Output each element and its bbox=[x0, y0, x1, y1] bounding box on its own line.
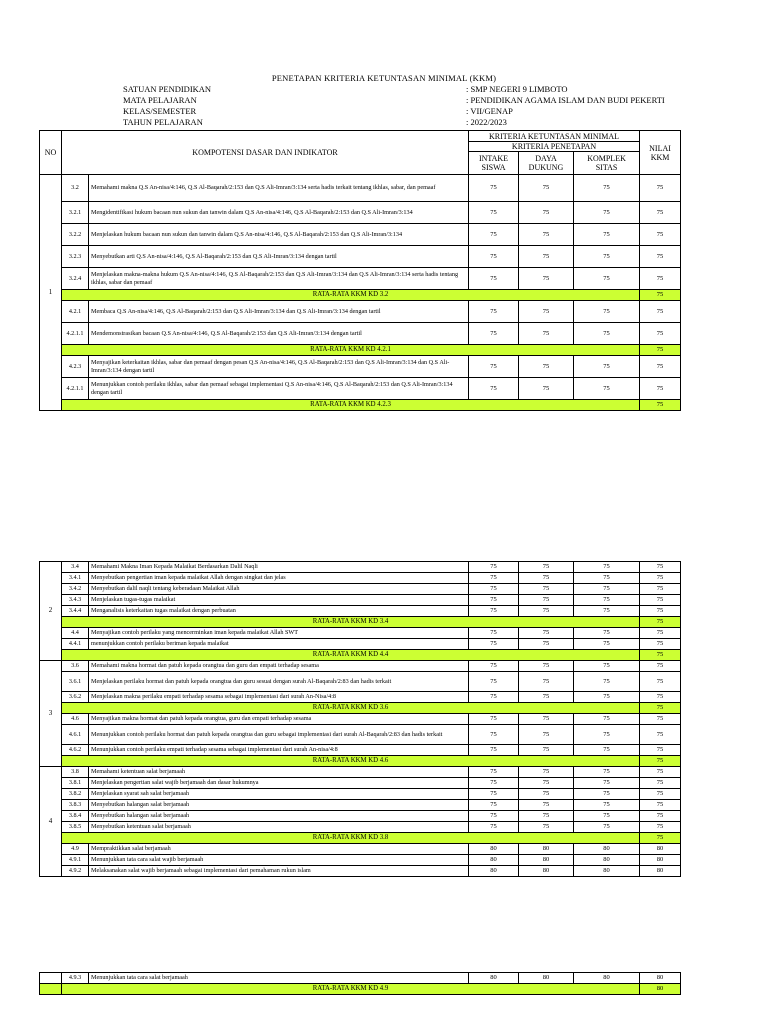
average-label: RATA-RATA KKM KD 4.9 bbox=[62, 984, 640, 995]
kkm-table-1 bbox=[39, 130, 681, 411]
intake-value: 75 bbox=[469, 584, 519, 595]
table-row bbox=[40, 175, 681, 202]
nilai-kkm-value: 75 bbox=[640, 323, 681, 345]
daya-dukung-value: 75 bbox=[519, 789, 574, 800]
table-row bbox=[40, 855, 681, 866]
average-value: 75 bbox=[640, 833, 681, 844]
nilai-kkm-value: 75 bbox=[640, 745, 681, 756]
average-row bbox=[40, 984, 681, 995]
nilai-kkm-value: 75 bbox=[640, 595, 681, 606]
kd-code: 4.4 bbox=[62, 628, 89, 639]
table-row bbox=[40, 714, 681, 725]
kd-code: 3.6 bbox=[62, 661, 89, 672]
intake-value: 75 bbox=[469, 595, 519, 606]
table-row bbox=[40, 246, 681, 268]
nilai-kkm-value: 75 bbox=[640, 202, 681, 224]
kompleksitas-value: 75 bbox=[574, 714, 640, 725]
kd-description: Menyajikan keterkaitan ikhlas, sabar dan pemaaf dengan pesan Q.S An-nisa/4:146, Q.S Al-Baqarah/2:153 dan Q.S Ali-Imran/3:134 dan Q.S Ali-Imran/3:134 dengan tartil bbox=[89, 356, 469, 378]
intake-value: 75 bbox=[469, 202, 519, 224]
kompleksitas-value: 75 bbox=[574, 672, 640, 692]
average-value: 75 bbox=[640, 756, 681, 767]
kompleksitas-value: 75 bbox=[574, 268, 640, 290]
kd-code: 4.9.1 bbox=[62, 855, 89, 866]
kd-description: Melaksanakan salat wajib berjamaah sebagai implementasi dari pemahaman rukun islam bbox=[89, 866, 469, 877]
kd-code: 3.6.1 bbox=[62, 672, 89, 692]
intake-value: 75 bbox=[469, 800, 519, 811]
kd-code: 3.4.1 bbox=[62, 573, 89, 584]
intake-value: 75 bbox=[469, 822, 519, 833]
meta-value: : VII/GENAP bbox=[466, 106, 513, 116]
nilai-kkm-value: 75 bbox=[640, 789, 681, 800]
intake-value: 75 bbox=[469, 175, 519, 202]
kd-description: Menjelaskan syarat sah salat berjamaah bbox=[89, 789, 469, 800]
table-row bbox=[40, 672, 681, 692]
meta-value: : PENDIDIKAN AGAMA ISLAM DAN BUDI PEKERTI bbox=[466, 95, 665, 105]
kompleksitas-value: 75 bbox=[574, 822, 640, 833]
nilai-kkm-value: 80 bbox=[640, 855, 681, 866]
kompleksitas-value: 75 bbox=[574, 584, 640, 595]
kd-code: 3.2.2 bbox=[62, 224, 89, 246]
daya-dukung-value: 75 bbox=[519, 175, 574, 202]
header-kd: KOMPOTENSI DASAR DAN INDIKATOR bbox=[62, 131, 469, 175]
nilai-kkm-value: 75 bbox=[640, 224, 681, 246]
header-nilai: NILAI KKM bbox=[640, 131, 681, 175]
table-row bbox=[40, 628, 681, 639]
daya-dukung-value: 75 bbox=[519, 356, 574, 378]
kompleksitas-value: 75 bbox=[574, 224, 640, 246]
average-value: 75 bbox=[640, 617, 681, 628]
table-row bbox=[40, 692, 681, 703]
daya-dukung-value: 75 bbox=[519, 800, 574, 811]
kd-description: Menyebutkan pengertian iman kepada malaikat Allah dengan singkat dan jelas bbox=[89, 573, 469, 584]
intake-value: 75 bbox=[469, 246, 519, 268]
kompleksitas-value: 75 bbox=[574, 562, 640, 573]
daya-dukung-value: 75 bbox=[519, 661, 574, 672]
meta-key: TAHUN PELAJARAN bbox=[123, 117, 203, 127]
kompleksitas-value: 80 bbox=[574, 855, 640, 866]
daya-dukung-value: 75 bbox=[519, 268, 574, 290]
daya-dukung-value: 80 bbox=[519, 973, 574, 984]
kd-code: 4.4.1 bbox=[62, 639, 89, 650]
table-row bbox=[40, 356, 681, 378]
kkm-table-3 bbox=[39, 972, 681, 995]
meta-value: : SMP NEGERI 9 LIMBOTO bbox=[466, 84, 568, 94]
intake-value: 75 bbox=[469, 661, 519, 672]
kompleksitas-value: 75 bbox=[574, 789, 640, 800]
intake-value: 75 bbox=[469, 573, 519, 584]
kompleksitas-value: 80 bbox=[574, 844, 640, 855]
daya-dukung-value: 80 bbox=[519, 844, 574, 855]
daya-dukung-value: 75 bbox=[519, 573, 574, 584]
table-row bbox=[40, 202, 681, 224]
average-row bbox=[40, 833, 681, 844]
table-row bbox=[40, 323, 681, 345]
kd-description: Mendemonstrasikan bacaan Q.S An-nisa/4:146, Q.S Al-Baqarah/2:153 dan Q.S Ali-Imran/3:134 dengan tartil bbox=[89, 323, 469, 345]
kd-code: 4.2.3 bbox=[62, 356, 89, 378]
daya-dukung-value: 75 bbox=[519, 767, 574, 778]
intake-value: 75 bbox=[469, 714, 519, 725]
kd-code: 3.2.4 bbox=[62, 268, 89, 290]
daya-dukung-value: 75 bbox=[519, 584, 574, 595]
average-row bbox=[40, 756, 681, 767]
kd-description: Menunjukkan tata cara salat wajib berjamaah bbox=[89, 855, 469, 866]
table-row bbox=[40, 745, 681, 756]
kd-code: 3.4.3 bbox=[62, 595, 89, 606]
intake-value: 75 bbox=[469, 692, 519, 703]
nilai-kkm-value: 75 bbox=[640, 356, 681, 378]
table-row bbox=[40, 639, 681, 650]
nilai-kkm-value: 75 bbox=[640, 628, 681, 639]
average-value: 75 bbox=[640, 345, 681, 356]
average-label: RATA-RATA KKM KD 4.6 bbox=[62, 756, 640, 767]
table-row bbox=[40, 606, 681, 617]
intake-value: 75 bbox=[469, 767, 519, 778]
kd-code: 3.4 bbox=[62, 562, 89, 573]
kompleksitas-value: 80 bbox=[574, 973, 640, 984]
nilai-kkm-value: 75 bbox=[640, 800, 681, 811]
kd-description: Menjelaskan makna-makna hukum Q.S An-nisa/4:146, Q.S Al-Baqarah/2:153 dan Q.S Ali-Imran/3:134 dan Q.S Ali-Imran/3:134 serta hadis tentang ikhlas, sabar dan pemaaf bbox=[89, 268, 469, 290]
kompleksitas-value: 75 bbox=[574, 745, 640, 756]
daya-dukung-value: 75 bbox=[519, 301, 574, 323]
average-row bbox=[40, 400, 681, 411]
table-row bbox=[40, 822, 681, 833]
daya-dukung-value: 75 bbox=[519, 639, 574, 650]
table-row bbox=[40, 562, 681, 573]
kd-description: Menjelaskan tugas-tugas malaikat bbox=[89, 595, 469, 606]
nilai-kkm-value: 75 bbox=[640, 378, 681, 400]
table-row bbox=[40, 800, 681, 811]
intake-value: 75 bbox=[469, 562, 519, 573]
table-row bbox=[40, 811, 681, 822]
kompleksitas-value: 75 bbox=[574, 573, 640, 584]
intake-value: 80 bbox=[469, 844, 519, 855]
kd-code: 4.6 bbox=[62, 714, 89, 725]
intake-value: 75 bbox=[469, 323, 519, 345]
table-row bbox=[40, 866, 681, 877]
kd-description: Mempraktikkan salat berjamaah bbox=[89, 844, 469, 855]
kd-code: 3.8.2 bbox=[62, 789, 89, 800]
kd-code: 4.6.1 bbox=[62, 725, 89, 745]
kd-code: 3.2.3 bbox=[62, 246, 89, 268]
table-row bbox=[40, 661, 681, 672]
nilai-kkm-value: 80 bbox=[640, 973, 681, 984]
kd-description: Menganalisis keterkaitan tugas malaikat dengan perbuatan bbox=[89, 606, 469, 617]
row-number: 3 bbox=[40, 661, 62, 767]
kd-description: Membaca Q.S An-nisa/4:146, Q.S Al-Baqarah/2:153 dan Q.S Ali-Imran/3:134 dan Q.S Ali-Imran/3:134 dengan tartil bbox=[89, 301, 469, 323]
kd-code: 3.8.3 bbox=[62, 800, 89, 811]
row-number bbox=[40, 973, 62, 984]
kompleksitas-value: 75 bbox=[574, 725, 640, 745]
kompleksitas-value: 75 bbox=[574, 692, 640, 703]
average-row bbox=[40, 650, 681, 661]
header-daya: DAYA DUKUNG bbox=[519, 152, 574, 175]
kd-code: 3.8.4 bbox=[62, 811, 89, 822]
table-row bbox=[40, 268, 681, 290]
kd-code: 3.2.1 bbox=[62, 202, 89, 224]
header-kriteria-penetapan: KRITERIA PENETAPAN bbox=[469, 142, 640, 152]
daya-dukung-value: 75 bbox=[519, 672, 574, 692]
nilai-kkm-value: 75 bbox=[640, 606, 681, 617]
daya-dukung-value: 75 bbox=[519, 562, 574, 573]
kd-code: 3.4.2 bbox=[62, 584, 89, 595]
header-kriteria-minimal: KRITERIA KETUNTASAN MINIMAL bbox=[469, 131, 640, 142]
kd-description: Menjelaskan perilaku hormat dan patuh kepada orangtua dan guru sesuai dengan surah Al-Baqarah/2:83 dan hadis terkait bbox=[89, 672, 469, 692]
kompleksitas-value: 75 bbox=[574, 811, 640, 822]
intake-value: 80 bbox=[469, 855, 519, 866]
table-row bbox=[40, 595, 681, 606]
page-title: PENETAPAN KRITERIA KETUNTASAN MINIMAL (KKM) bbox=[271, 73, 497, 83]
average-label: RATA-RATA KKM KD 3.2 bbox=[62, 290, 640, 301]
kd-description: Menunjukkan tata cara salat berjamaah bbox=[89, 973, 469, 984]
average-value: 80 bbox=[640, 984, 681, 995]
daya-dukung-value: 75 bbox=[519, 725, 574, 745]
average-value: 75 bbox=[640, 290, 681, 301]
nilai-kkm-value: 75 bbox=[640, 268, 681, 290]
nilai-kkm-value: 75 bbox=[640, 573, 681, 584]
kd-description: Mengidentifikasi hukum bacaan nun sukun dan tanwin dalam Q.S An-nisa/4:146, Q.S Al-Baqarah/2:153 dan Q.S Ali-Imran/3:134 bbox=[89, 202, 469, 224]
table-row bbox=[40, 224, 681, 246]
kd-code: 4.9.2 bbox=[62, 866, 89, 877]
nilai-kkm-value: 75 bbox=[640, 661, 681, 672]
average-row bbox=[40, 345, 681, 356]
meta-key: SATUAN PENDIDIKAN bbox=[123, 84, 212, 94]
nilai-kkm-value: 75 bbox=[640, 639, 681, 650]
daya-dukung-value: 75 bbox=[519, 822, 574, 833]
daya-dukung-value: 75 bbox=[519, 202, 574, 224]
daya-dukung-value: 75 bbox=[519, 378, 574, 400]
kompleksitas-value: 75 bbox=[574, 778, 640, 789]
intake-value: 75 bbox=[469, 672, 519, 692]
daya-dukung-value: 75 bbox=[519, 628, 574, 639]
table-row bbox=[40, 378, 681, 400]
intake-value: 75 bbox=[469, 224, 519, 246]
table-row bbox=[40, 973, 681, 984]
row-number bbox=[40, 984, 62, 995]
intake-value: 75 bbox=[469, 301, 519, 323]
daya-dukung-value: 80 bbox=[519, 866, 574, 877]
kd-description: Menyebutkan arti Q.S An-nisa/4:146, Q.S Al-Baqarah/2:153 dan Q.S Ali-Imran/3:134 dengan tartil bbox=[89, 246, 469, 268]
nilai-kkm-value: 75 bbox=[640, 562, 681, 573]
meta-key: KELAS/SEMESTER bbox=[123, 106, 197, 116]
intake-value: 80 bbox=[469, 866, 519, 877]
kd-code: 4.2.1.1 bbox=[62, 378, 89, 400]
nilai-kkm-value: 75 bbox=[640, 725, 681, 745]
kd-code: 4.2.1.1 bbox=[62, 323, 89, 345]
table-row bbox=[40, 767, 681, 778]
intake-value: 75 bbox=[469, 606, 519, 617]
daya-dukung-value: 80 bbox=[519, 855, 574, 866]
nilai-kkm-value: 75 bbox=[640, 822, 681, 833]
header-intake: INTAKE SISWA bbox=[469, 152, 519, 175]
average-row bbox=[40, 703, 681, 714]
kd-description: Menyajikan contoh perilaku yang mencerminkan iman kepada malaikat Allah SWT bbox=[89, 628, 469, 639]
daya-dukung-value: 75 bbox=[519, 692, 574, 703]
kd-description: Memahami Makna Iman Kepada Malaikat Berdasarkan Dalil Naqli bbox=[89, 562, 469, 573]
row-number: 4 bbox=[40, 767, 62, 877]
kompleksitas-value: 80 bbox=[574, 866, 640, 877]
average-label: RATA-RATA KKM KD 4.4 bbox=[62, 650, 640, 661]
kd-description: Menyebutkan dalil naqli tentang keberadaan Malaikat Allah bbox=[89, 584, 469, 595]
kd-description: Memahami makna Q.S An-nisa/4:146, Q.S Al-Baqarah/2:153 dan Q.S Ali-Imran/3:134 serta hadis terkait tentang ikhlas, sabar, dan pemaaf bbox=[89, 175, 469, 202]
kd-description: menunjukkan contoh perilaku beriman kepada malaikat bbox=[89, 639, 469, 650]
kompleksitas-value: 75 bbox=[574, 661, 640, 672]
kd-code: 3.4.4 bbox=[62, 606, 89, 617]
kd-description: Menyebutkan halangan salat berjamaah bbox=[89, 800, 469, 811]
kd-description: Menunjukkan contoh perilaku empati terhadap sesama sebagai implementasi dari surah An-nisa/4:8 bbox=[89, 745, 469, 756]
average-row bbox=[40, 617, 681, 628]
kompleksitas-value: 75 bbox=[574, 323, 640, 345]
intake-value: 75 bbox=[469, 778, 519, 789]
daya-dukung-value: 75 bbox=[519, 246, 574, 268]
kd-code: 4.6.2 bbox=[62, 745, 89, 756]
kd-code: 3.8.5 bbox=[62, 822, 89, 833]
header-komplek: KOMPLEK SITAS bbox=[574, 152, 640, 175]
daya-dukung-value: 75 bbox=[519, 714, 574, 725]
average-label: RATA-RATA KKM KD 4.2.3 bbox=[62, 400, 640, 411]
kompleksitas-value: 75 bbox=[574, 595, 640, 606]
table-row bbox=[40, 584, 681, 595]
kompleksitas-value: 75 bbox=[574, 301, 640, 323]
kd-code: 4.9 bbox=[62, 844, 89, 855]
kompleksitas-value: 75 bbox=[574, 800, 640, 811]
nilai-kkm-value: 75 bbox=[640, 246, 681, 268]
average-label: RATA-RATA KKM KD 3.4 bbox=[62, 617, 640, 628]
intake-value: 75 bbox=[469, 811, 519, 822]
average-value: 75 bbox=[640, 400, 681, 411]
kd-code: 4.9.3 bbox=[62, 973, 89, 984]
average-label: RATA-RATA KKM KD 3.6 bbox=[62, 703, 640, 714]
kompleksitas-value: 75 bbox=[574, 246, 640, 268]
kd-code: 4.2.1 bbox=[62, 301, 89, 323]
kd-description: Menjelaskan makna perilaku empati terhadap sesama sebagai implementasi dari surah An-Nisa/4:8 bbox=[89, 692, 469, 703]
nilai-kkm-value: 80 bbox=[640, 844, 681, 855]
nilai-kkm-value: 80 bbox=[640, 866, 681, 877]
kd-description: Menunjukkan contoh perilaku hormat dan patuh kepada orangtua dan guru sebagai implementasi dari surah Al-Baqarah/2:83 dan hadis terkait bbox=[89, 725, 469, 745]
nilai-kkm-value: 75 bbox=[640, 767, 681, 778]
average-label: RATA-RATA KKM KD 4.2.1 bbox=[62, 345, 640, 356]
table-row bbox=[40, 778, 681, 789]
kd-description: Memahami ketentuan salat berjamaah bbox=[89, 767, 469, 778]
kd-description: Menyebutkan halangan salat berjamaah bbox=[89, 811, 469, 822]
intake-value: 75 bbox=[469, 745, 519, 756]
table-row bbox=[40, 301, 681, 323]
kompleksitas-value: 75 bbox=[574, 767, 640, 778]
intake-value: 75 bbox=[469, 268, 519, 290]
kompleksitas-value: 75 bbox=[574, 378, 640, 400]
kd-description: Menjelaskan pengertian salat wajib berjamaah dan dasar hukumnya bbox=[89, 778, 469, 789]
table-row bbox=[40, 573, 681, 584]
nilai-kkm-value: 75 bbox=[640, 811, 681, 822]
nilai-kkm-value: 75 bbox=[640, 175, 681, 202]
daya-dukung-value: 75 bbox=[519, 606, 574, 617]
daya-dukung-value: 75 bbox=[519, 745, 574, 756]
daya-dukung-value: 75 bbox=[519, 323, 574, 345]
daya-dukung-value: 75 bbox=[519, 811, 574, 822]
intake-value: 75 bbox=[469, 378, 519, 400]
kd-code: 3.8.1 bbox=[62, 778, 89, 789]
meta-key: MATA PELAJARAN bbox=[123, 95, 197, 105]
kkm-table-2 bbox=[39, 561, 681, 877]
intake-value: 75 bbox=[469, 725, 519, 745]
daya-dukung-value: 75 bbox=[519, 778, 574, 789]
average-label: RATA-RATA KKM KD 3.8 bbox=[62, 833, 640, 844]
kd-description: Menyebutkan ketentuan salat berjamaah bbox=[89, 822, 469, 833]
kd-description: Menjelaskan hukum bacaan nun sukun dan tanwin dalam Q.S An-nisa/4:146, Q.S Al-Baqarah/2:153 dan Q.S Ali-Imran/3:134 bbox=[89, 224, 469, 246]
meta-value: : 2022/2023 bbox=[466, 117, 507, 127]
kompleksitas-value: 75 bbox=[574, 202, 640, 224]
row-number: 2 bbox=[40, 562, 62, 661]
kompleksitas-value: 75 bbox=[574, 628, 640, 639]
intake-value: 75 bbox=[469, 789, 519, 800]
table-row bbox=[40, 789, 681, 800]
header-no: NO bbox=[40, 131, 62, 175]
kompleksitas-value: 75 bbox=[574, 606, 640, 617]
kd-code: 3.2 bbox=[62, 175, 89, 202]
kd-code: 3.8 bbox=[62, 767, 89, 778]
kompleksitas-value: 75 bbox=[574, 639, 640, 650]
intake-value: 75 bbox=[469, 356, 519, 378]
kd-code: 3.6.2 bbox=[62, 692, 89, 703]
row-number: 1 bbox=[40, 175, 62, 411]
kd-description: Menyajikan makna hormat dan patuh kepada orangtua, guru dan empati terhadap sesama bbox=[89, 714, 469, 725]
nilai-kkm-value: 75 bbox=[640, 778, 681, 789]
intake-value: 75 bbox=[469, 628, 519, 639]
intake-value: 80 bbox=[469, 973, 519, 984]
nilai-kkm-value: 75 bbox=[640, 584, 681, 595]
average-value: 75 bbox=[640, 650, 681, 661]
nilai-kkm-value: 75 bbox=[640, 714, 681, 725]
daya-dukung-value: 75 bbox=[519, 224, 574, 246]
intake-value: 75 bbox=[469, 639, 519, 650]
average-value: 75 bbox=[640, 703, 681, 714]
kompleksitas-value: 75 bbox=[574, 175, 640, 202]
nilai-kkm-value: 75 bbox=[640, 692, 681, 703]
table-row bbox=[40, 725, 681, 745]
meta-block bbox=[123, 84, 743, 128]
average-row bbox=[40, 290, 681, 301]
daya-dukung-value: 75 bbox=[519, 595, 574, 606]
kompleksitas-value: 75 bbox=[574, 356, 640, 378]
nilai-kkm-value: 75 bbox=[640, 301, 681, 323]
kd-description: Menunjukkan contoh perilaku ikhlas, sabar dan pemaaf sebagai implementasi Q.S An-nisa/4:146, Q.S Al-Baqarah/2:153 dan Q.S Ali-Imran/3:134 dengan tartil bbox=[89, 378, 469, 400]
kd-description: Memahami makna hormat dan patuh kepada orangtua dan guru dan empati terhadap sesama bbox=[89, 661, 469, 672]
table-row bbox=[40, 844, 681, 855]
nilai-kkm-value: 75 bbox=[640, 672, 681, 692]
